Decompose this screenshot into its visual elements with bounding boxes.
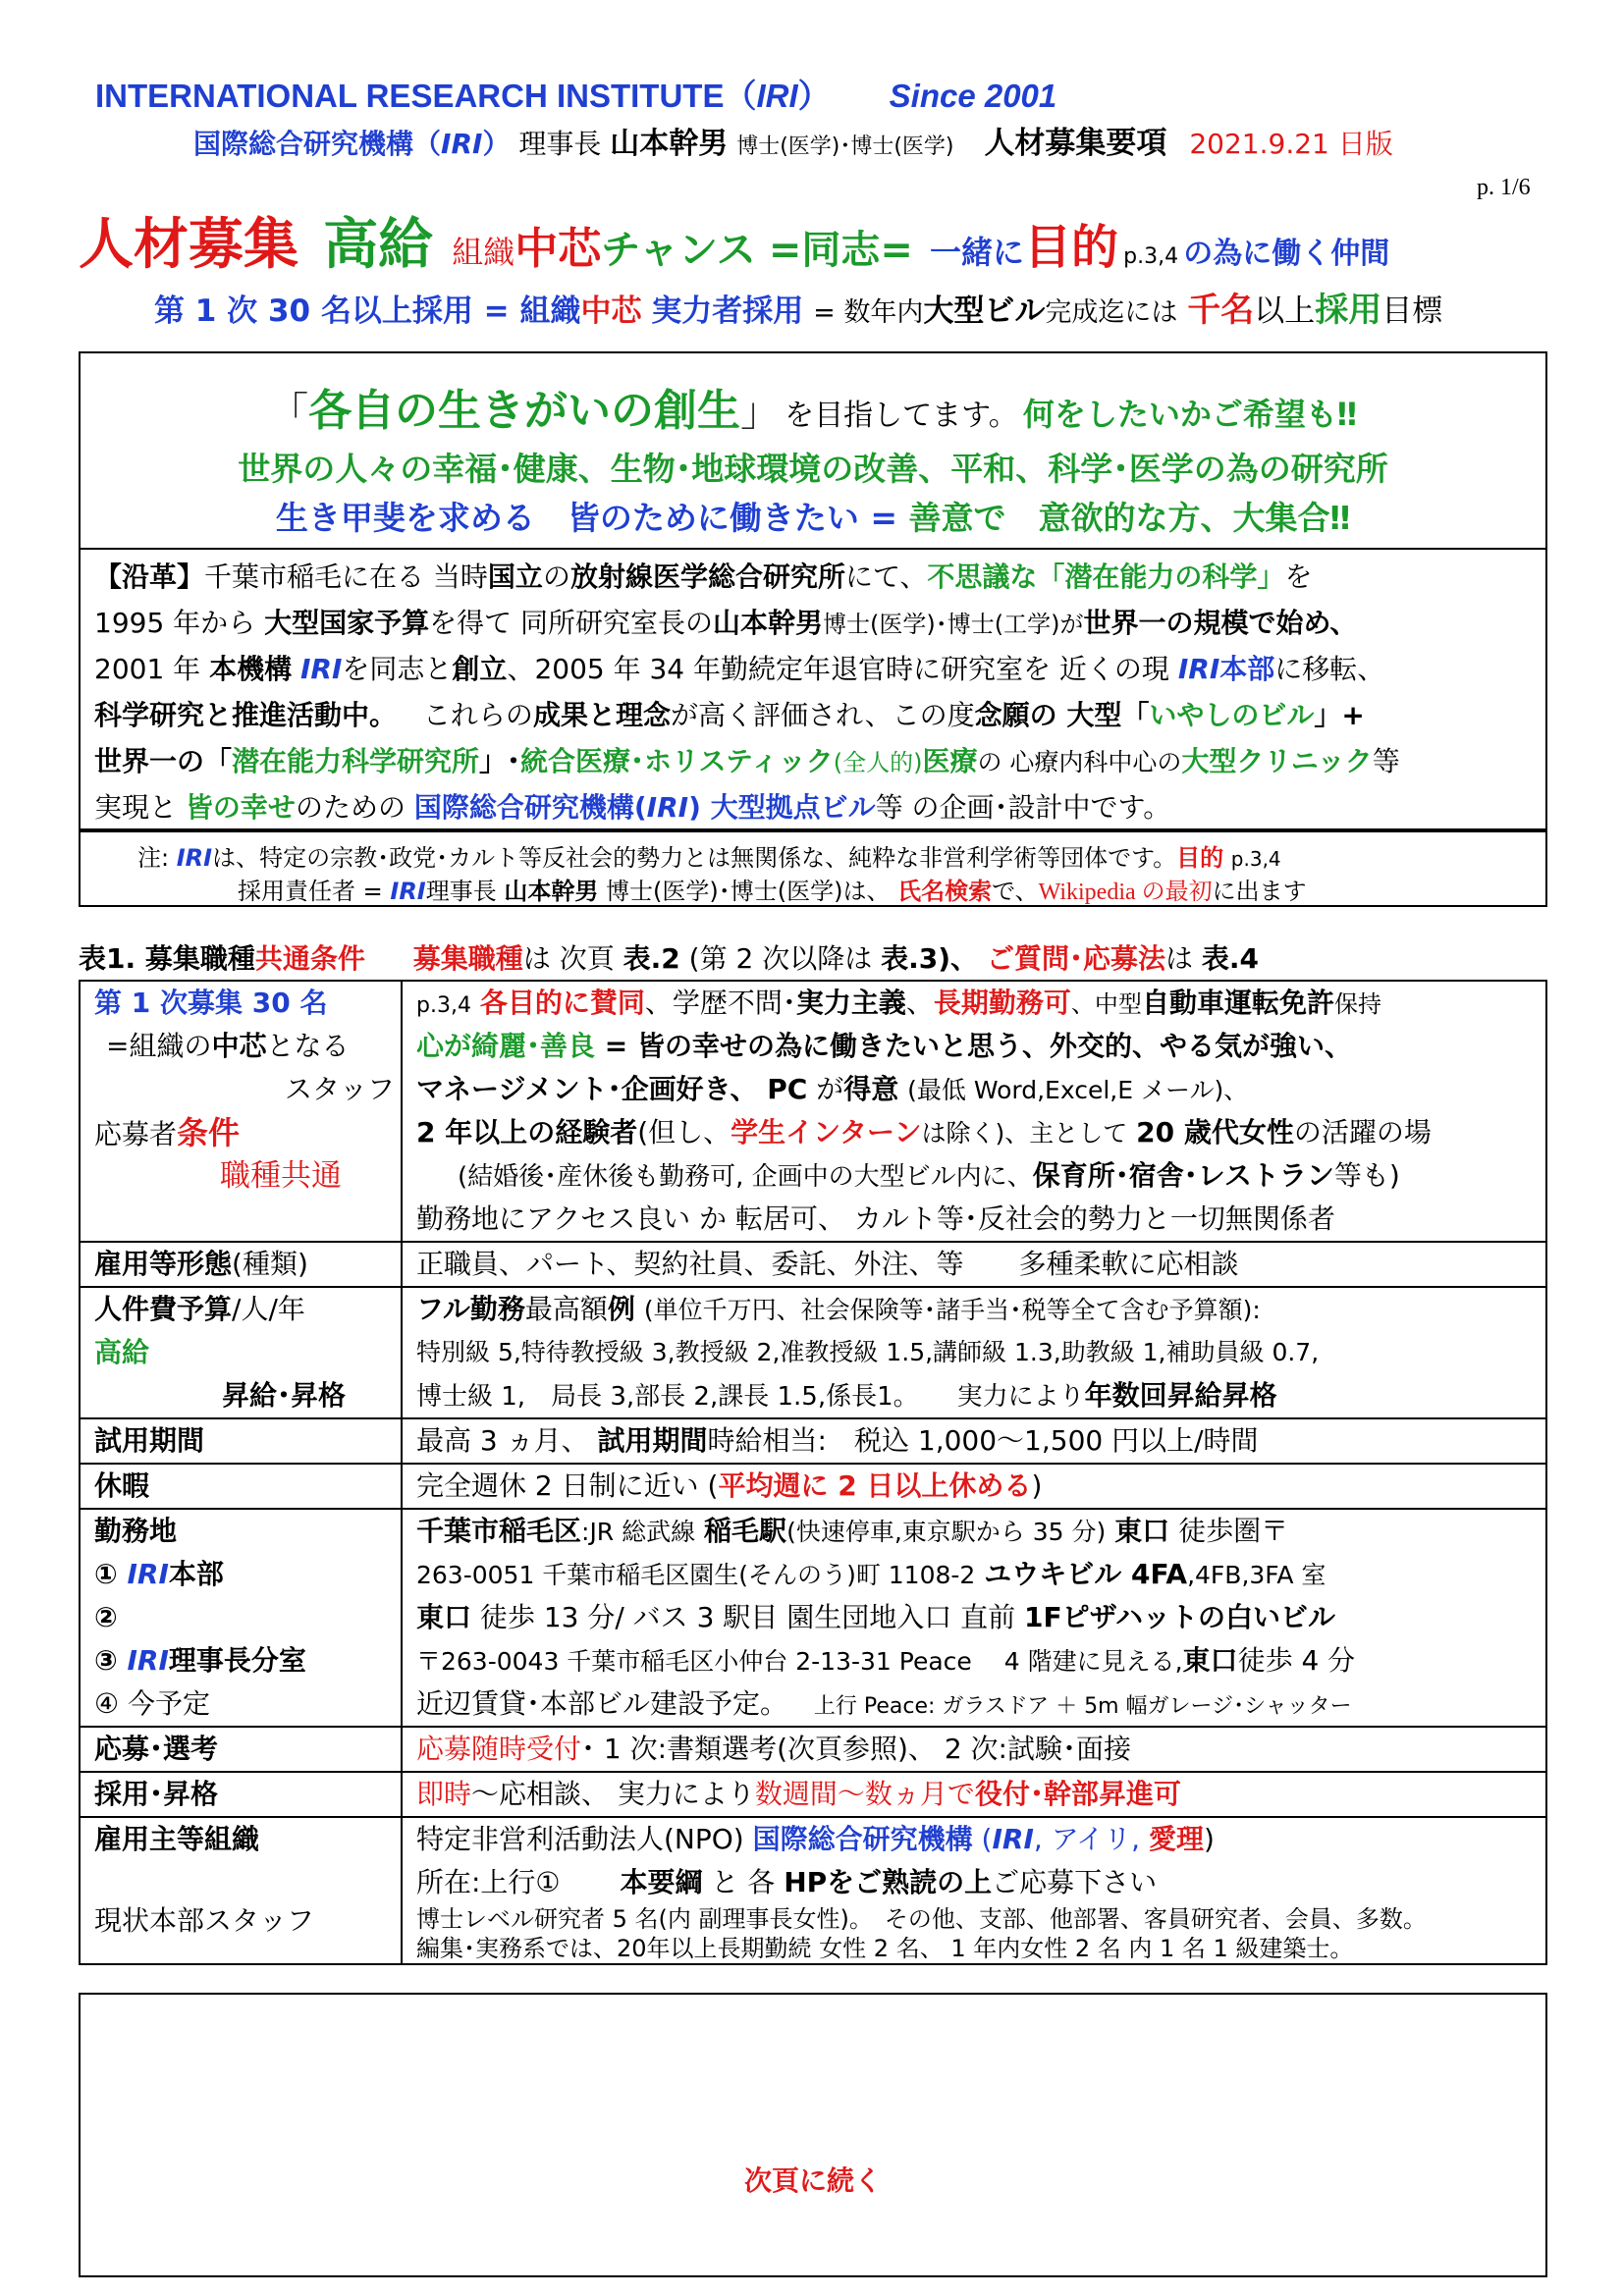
table-row: 雇用主等組織 現状本部スタッフ 特定非営利活動法人(NPO) 国際総合研究機構 (IRI, アイリ, 愛理) 所在:上行① 本要綱 と 各 HPをご熟読の上ご応募下さい 博士レベル研究者 5 名(内 副理事長女性)。 その他、支部、他部署、客員研究者、会員、多数。 編集･実務系では、20年以上長期勤続 女性 2 名、 1 年内女性 2 名 内 1 名 1 級建築士。 [80,1817,1546,1964]
header-subtitle: 国際総合研究機構（IRI） 理事長 山本幹男 博士(医学)･博士(医学) 人材募集要項 2021.9.21 日版 [193,126,1393,161]
note-line-1: 注: IRIは、特定の宗教･政党･カルト等反社会的勢力とは無関係な、純粋な非営利学術等団体です。目的 p.3,4 [137,844,1281,872]
table-title: 表1. 募集職種共通条件 募集職種は 次頁 表.2 (第 2 次以降は 表.3)、 ご質問･応募法は 表.4 [79,942,1259,975]
table-row: 採用･昇格 即時～応相談、 実力により数週間～数ヵ月で役付･幹部昇進可 [80,1772,1546,1817]
row-label-hiring: 採用･昇格 [80,1772,402,1817]
since-label: Since 2001 [889,78,1057,114]
row-label-holiday: 休暇 [80,1464,402,1509]
note-line-2: 採用責任者 = IRI理事長 山本幹男 博士(医学)･博士(医学)は、 氏名検索で、Wikipedia の最初に出ます [238,878,1307,905]
slogan-line-2: 世界の人々の幸福･健康、生物･地球環境の改善、平和、科学･医学の為の研究所 [238,450,1388,488]
slogan-line-3: 生き甲斐を求める 皆のために働きたい = 善意で 意欲的な方、大集合‼ [275,499,1351,537]
org-english-name: INTERNATIONAL RESEARCH INSTITUTE（IRI） Since 2001 [95,78,1057,114]
row-label-first-recruit: 第 1 次募集 30 名 =組織の中芯となる スタッフ 応募者条件 職種共通 [80,981,402,1242]
table-row: 休暇 完全週休 2 日制に近い (平均週に 2 日以上休める) [80,1464,1546,1509]
history-box: 【沿革】千葉市稲毛に在る 当時国立の放射線医学総合研究所にて、不思議な「潜在能力の科学」を 1995 年から 大型国家予算を得て 同所研究室長の山本幹男博士(医学)･博士(工学)が世界一の規模で始め、 2001 年 本機構 IRIを同志と創立、2005 年 34 年勤続定年退官時に研究室を 近くの現 IRI本部に移転、 科学研究と推進活動中。 これらの成果と理念が高く評価され、この度念願の 大型「いやしのビル」+ 世界一の「潜在能力科学研究所」･統合医療･ホリスティック(全人的)医療の 心療内科中心の大型クリニック等 実現と 皆の幸せのための 国際総合研究機構(IRI) 大型拠点ビル等 の企画･設計中です。 [79,548,1547,830]
requirements-table [79,980,1547,1965]
note-box [79,830,1547,907]
table-row: 試用期間 最高 3 ヵ月、 試用期間時給相当: 税込 1,000～1,500 円以上/時間 [80,1418,1546,1464]
doc-title: 人材募集要項 [984,126,1167,161]
row-label-employment-type: 雇用等形態(種類) [80,1242,402,1287]
row-label-workplace: 勤務地 ① IRI本部 ② ③ IRI理事長分室 ④ 今予定 [80,1509,402,1727]
table-row [80,981,1546,1242]
row-label-salary: 人件費予算/人/年 高給 昇給･昇格 [80,1287,402,1418]
table-row: 勤務地 ① IRI本部 ② ③ IRI理事長分室 ④ 今予定 千葉市稲毛区:JR 総武線 稲毛駅(快速停車,東京駅から 35 分) 東口 徒歩圏〒 263-0051 千葉市稲毛区園生(そんのう)町 1108-2 ユウキビル 4FA,4FB,3FA 室 東口 徒歩 13 分/ バス 3 駅目 園生団地入口 直前 1Fピザハットの白いビル 〒263-0043 千葉市稲毛区小仲台 2-13-31 Peace 4 階建に見える,東口徒歩 4 分 近辺賃貸･本部ビル建設予定。 上行 Peace: ガラスドア ＋ 5m 幅ガレージ･シャッター [80,1509,1546,1727]
recruit-subline: 第 1 次 30 名以上採用 = 組織中芯 実力者採用 = 数年内大型ビル完成迄には 千名以上採用目標 [154,291,1443,330]
doc-date: 2021.9.21 日版 [1189,128,1393,160]
continuation-box [79,1993,1547,2277]
continued-label: 次頁に続く [743,2164,882,2197]
slogan-line-1: 「各自の生きがいの創生」 を目指してます。 何をしたいかご希望も‼ [269,386,1357,436]
row-label-employer: 雇用主等組織 現状本部スタッフ [80,1817,402,1964]
table-row: 人件費予算/人/年 高給 昇給･昇格 フル勤務最高額例 (単位千万円、社会保険等･諸手当･税等全て含む予算額): 特別級 5,特待教授級 3,教授級 2,准教授級 1.5,講師級 1.3,助教級 1,補助員級 0.7, 博士級 1, 局長 3,部長 2,課長 1.5,係長1。 実力により年数回昇給昇格 [80,1287,1546,1418]
table-row: 応募･選考 応募随時受付･ 1 次:書類選考(次頁参照)、 2 次:試験･面接 [80,1727,1546,1772]
slogan-box [79,351,1547,550]
row-value-first-recruit: p.3,4 各目的に賛同、学歴不問･実力主義、長期勤務可、中型自動車運転免許保持 心が綺麗･善良 = 皆の幸せの為に働きたいと思う、外交的、やる気が強い、 マネージメント･企画好き、 PC が得意 (最低 Word,Excel,E メール)、 2 年以上の経験者(但し、学生インターンは除く)、主として 20 歳代女性の活躍の場 (結婚後･産休後も勤務可, 企画中の大型ビル内に、保育所･宿舎･レストラン等も) 勤務地にアクセス良い か 転居可、 カルト等･反社会的勢力と一切無関係者 [402,981,1546,1242]
row-label-trial-period: 試用期間 [80,1418,402,1464]
table-row: 雇用等形態(種類) 正職員、パート、契約社員、委託、外注、等 多種柔軟に応相談 [80,1242,1546,1287]
headline: 人材募集 高給 組織中芯チャンス =同志= 一緒に目的 p.3,4 の為に働く仲間 [79,213,1390,277]
row-label-application: 応募･選考 [80,1727,402,1772]
page-number: p. 1/6 [1477,175,1531,200]
